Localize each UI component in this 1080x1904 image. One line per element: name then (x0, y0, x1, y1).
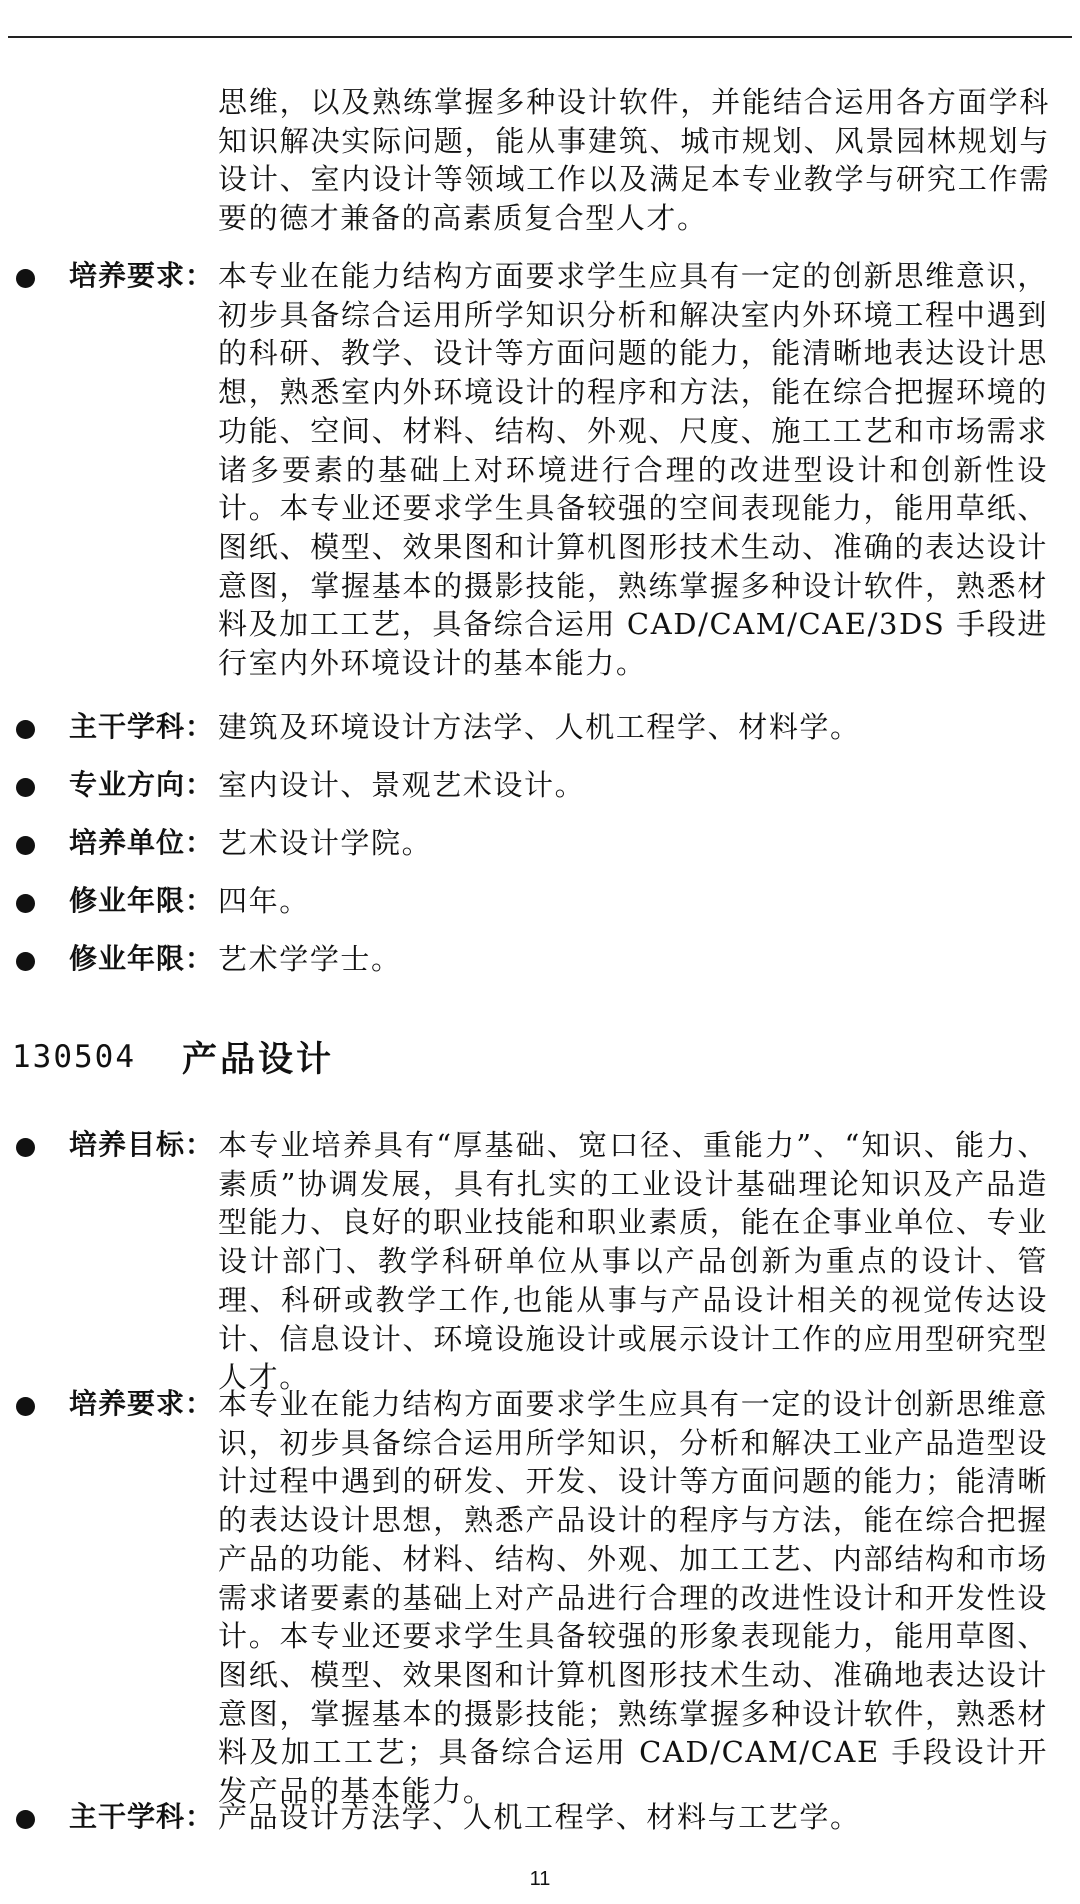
item-label: 修业年限： (69, 884, 215, 917)
list-item-major-direction (16, 766, 1056, 805)
item-text: 艺术设计学院。 (218, 826, 433, 860)
bullet-icon (16, 836, 35, 855)
item-label: 主干学科： (69, 1800, 215, 1833)
item-text: 产品设计方法学、人机工程学、材料与工艺学。 (218, 1800, 861, 1834)
page-number: 11 (529, 1868, 551, 1890)
item-label: 培养目标： (69, 1128, 215, 1161)
item-text: 本专业培养具有“厚基础、宽口径、重能力”、“知识、能力、素质”协调发展，具有扎实的工业设计基础理论知识及产品造型能力、良好的职业技能和职业素质，能在企事业单位、专业设计部门、教学科研单位从事以产品创新为重点的设计、管理、科研或教学工作,也能从事与产品设计相关的视觉传达设计、信息设计、环境设施设计或展示设计工作的应用型研究型人才。 (218, 1128, 1048, 1395)
bullet-icon (16, 1810, 35, 1829)
list-item-degree (16, 940, 1056, 979)
item-text: 室内设计、景观艺术设计。 (218, 768, 586, 802)
bullet-icon (16, 1397, 35, 1416)
continuation-paragraph: 思维，以及熟练掌握多种设计软件，并能结合运用各方面学科知识解决实际问题，能从事建筑、城市规划、风景园林规划与设计、室内设计等领域工作以及满足本专业教学与研究工作需要的德才兼备的高素质复合型人才。 (218, 85, 1050, 236)
section-heading (12, 1032, 334, 1082)
bullet-icon (16, 952, 35, 971)
bullet-icon (16, 778, 35, 797)
item-label: 培养要求： (69, 1387, 215, 1420)
item-label: 主干学科： (69, 710, 215, 743)
item-text: 四年。 (218, 884, 310, 918)
item-text: 建筑及环境设计方法学、人机工程学、材料学。 (218, 710, 861, 744)
list-item-training-goal (16, 1126, 1056, 1397)
section-title: 产品设计 (182, 1040, 335, 1080)
item-text: 本专业在能力结构方面要求学生应具有一定的设计创新思维意识，初步具备综合运用所学知识，分析和解决工业产品造型设计过程中遇到的研发、开发、设计等方面问题的能力；能清晰的表达设计思想，熟悉产品设计的程序与方法，能在综合把握产品的功能、材料、结构、外观、加工工艺、内部结构和市场需求诸要素的基础上对产品进行合理的改进性设计和开发性设计。本专业还要求学生具备较强的形象表现能力，能用草图、图纸、模型、效果图和计算机图形技术生动、准确地表达设计意图，掌握基本的摄影技能；熟练掌握多种设计软件，熟悉材料及加工工艺；具备综合运用 CAD/CAM/CAE 手段设计开发产品的基本能力。 (218, 1387, 1048, 1809)
list-item-training-unit (16, 824, 1056, 863)
item-label: 培养单位： (69, 826, 215, 859)
bullet-icon (16, 269, 35, 288)
list-item-main-disciplines (16, 1798, 1056, 1837)
bullet-icon (16, 720, 35, 739)
section-code: 130504 (12, 1039, 136, 1075)
item-label: 培养要求： (69, 259, 215, 292)
list-item-main-disciplines (16, 708, 1056, 747)
bullet-icon (16, 1138, 35, 1157)
item-text: 艺术学学士。 (218, 942, 402, 976)
bullet-icon (16, 894, 35, 913)
list-item-training-requirements (16, 257, 1056, 683)
item-label: 修业年限： (69, 942, 215, 975)
header-rule (8, 36, 1072, 38)
list-item-study-years (16, 882, 1056, 921)
item-label: 专业方向： (69, 768, 215, 801)
list-item-training-requirements (16, 1385, 1056, 1811)
item-text: 本专业在能力结构方面要求学生应具有一定的创新思维意识，初步具备综合运用所学知识分析和解决室内外环境工程中遇到的科研、教学、设计等方面问题的能力，能清晰地表达设计思想，熟悉室内外环境设计的程序和方法，能在综合把握环境的功能、空间、材料、结构、外观、尺度、施工工艺和市场需求诸多要素的基础上对环境进行合理的改进型设计和创新性设计。本专业还要求学生具备较强的空间表现能力，能用草纸、图纸、模型、效果图和计算机图形技术生动、准确的表达设计意图，掌握基本的摄影技能，熟练掌握多种设计软件，熟悉材料及加工工艺，具备综合运用 CAD/CAM/CAE/3DS 手段进行室内外环境设计的基本能力。 (218, 259, 1048, 681)
